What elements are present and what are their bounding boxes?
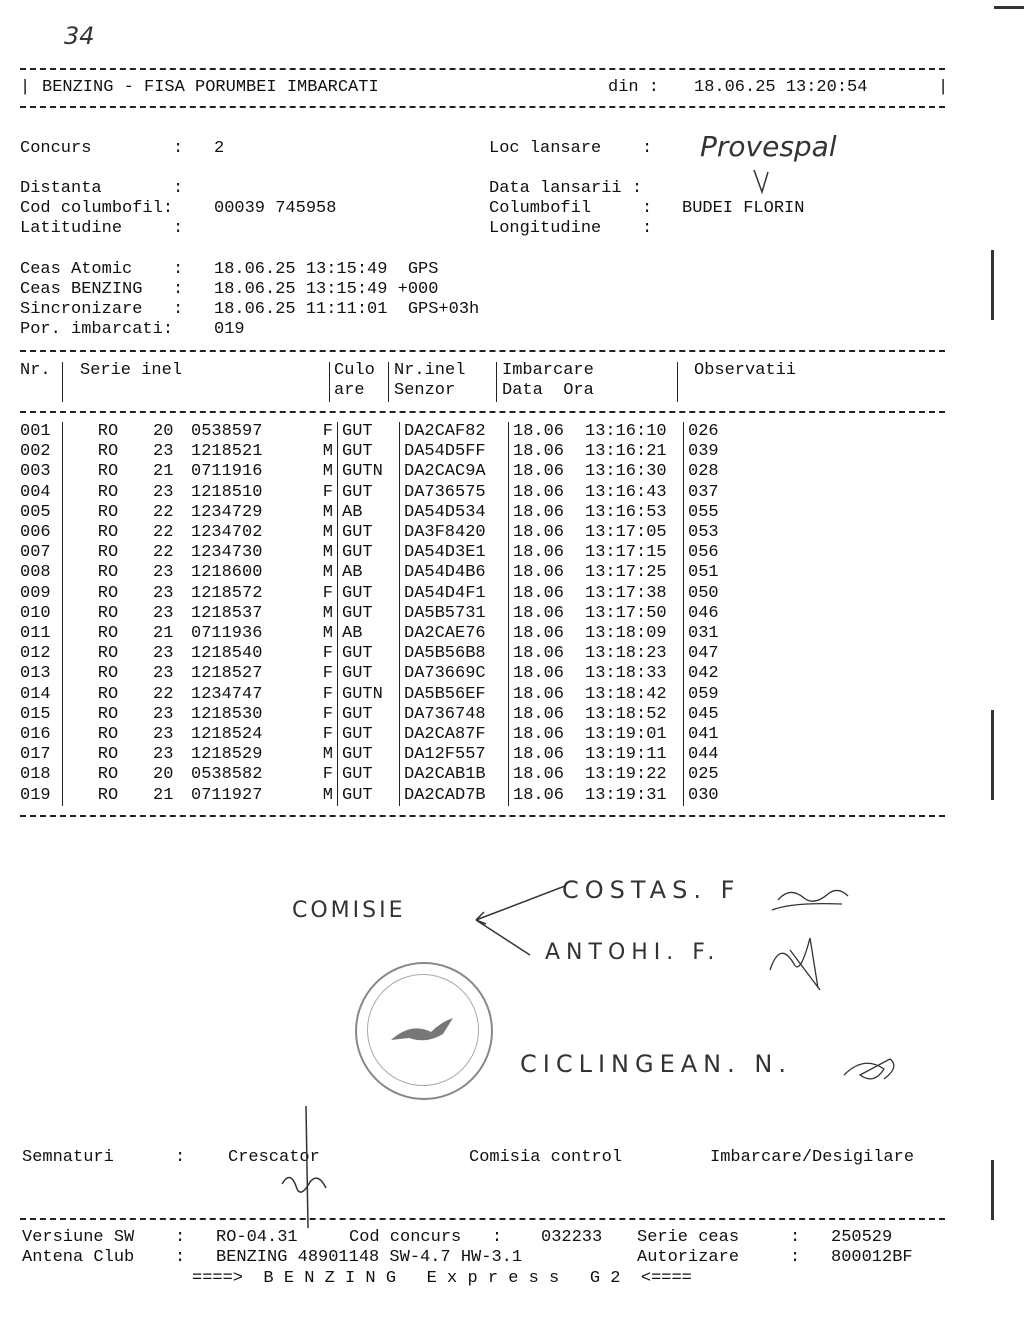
row-country: RO [63, 563, 154, 583]
row-sex: M [322, 624, 333, 644]
sincronizare-value: 18.06.25 11:11:01 GPS+03h [214, 300, 480, 319]
table-row [20, 644, 748, 664]
row-nr: 004 [20, 482, 51, 502]
row-country: RO [63, 422, 154, 442]
table-row [20, 563, 748, 583]
row-ring-number: 1234747 [191, 684, 263, 704]
semnaturi-label: Semnaturi : [22, 1148, 186, 1167]
row-sex: F [322, 765, 333, 785]
versiune-label: Versiune SW : [22, 1228, 186, 1247]
row-time: 13:17:05 [585, 523, 667, 543]
signature-scribbles [760, 880, 920, 1110]
serie-ceas-label: Serie ceas : [637, 1228, 801, 1247]
row-observatii: 044 [684, 745, 749, 765]
row-date: 18.06 [509, 705, 586, 725]
handwritten-member-1: COSTAS. F [562, 876, 741, 904]
col-header-inel-2: Senzor [394, 381, 456, 400]
row-country: RO [63, 462, 154, 482]
row-observatii: 037 [684, 483, 749, 503]
row-color: GUT [338, 745, 400, 765]
row-observatii: 051 [684, 563, 749, 583]
row-color: AB [338, 503, 400, 523]
row-nr: 002 [20, 442, 51, 462]
row-sex: M [322, 462, 333, 482]
row-country: RO [63, 483, 154, 503]
row-sex: M [322, 442, 333, 462]
table-row [20, 442, 748, 462]
row-chip: DA5B56B8 [400, 644, 509, 664]
ceas-benzing-label: Ceas BENZING : [20, 280, 184, 299]
row-nr: 009 [20, 583, 51, 603]
row-year: 23 [153, 583, 174, 603]
table-row [20, 705, 748, 725]
row-year: 23 [153, 745, 174, 765]
row-nr: 008 [20, 563, 51, 583]
row-sex: M [322, 603, 333, 623]
row-sex: F [322, 644, 333, 664]
row-sex: F [322, 664, 333, 684]
row-color: GUT [338, 765, 400, 785]
footer-divider [20, 1218, 945, 1220]
row-time: 13:18:23 [585, 644, 667, 664]
row-time: 13:16:30 [585, 462, 667, 482]
table-row [20, 584, 748, 604]
antena-label: Antena Club : [22, 1248, 186, 1267]
row-chip: DA54D5FF [400, 442, 509, 462]
latitudine-label: Latitudine : [20, 219, 184, 238]
ceas-atomic-value: 18.06.25 13:15:49 GPS [214, 260, 439, 279]
row-sex: M [322, 563, 333, 583]
row-chip: DA5B56EF [400, 685, 509, 705]
row-country: RO [63, 685, 154, 705]
row-year: 22 [153, 523, 174, 543]
row-time: 13:16:43 [585, 482, 667, 502]
row-date: 18.06 [509, 584, 586, 604]
row-date: 18.06 [509, 685, 586, 705]
row-observatii: 053 [684, 523, 749, 543]
header-bottom-divider [20, 106, 945, 108]
header-sep-1 [62, 362, 63, 402]
row-nr: 003 [20, 462, 51, 482]
row-observatii: 030 [684, 786, 749, 806]
table-row [20, 462, 748, 482]
row-time: 13:17:15 [585, 543, 667, 563]
row-chip: DA736575 [400, 483, 509, 503]
row-sex: M [322, 523, 333, 543]
row-time: 13:19:22 [585, 765, 667, 785]
antena-value: BENZING 48901148 SW-4.7 HW-3.1 [216, 1248, 523, 1267]
row-color: GUT [338, 483, 400, 503]
row-ring-number: 1218537 [191, 603, 263, 623]
row-year: 23 [153, 563, 174, 583]
cod-columbofil-value: 00039 745958 [214, 199, 337, 218]
row-color: GUT [338, 786, 400, 806]
row-year: 23 [153, 482, 174, 502]
row-observatii: 041 [684, 725, 749, 745]
row-year: 21 [153, 785, 174, 805]
scan-mark-1 [991, 250, 994, 320]
header-sep-4 [496, 362, 497, 402]
row-date: 18.06 [509, 462, 586, 482]
row-chip: DA2CAD7B [400, 786, 509, 806]
autorizare-value: 800012BF [831, 1248, 913, 1267]
row-color: GUT [338, 644, 400, 664]
row-nr: 017 [20, 745, 51, 765]
row-chip: DA2CA87F [400, 725, 509, 745]
row-country: RO [63, 725, 154, 745]
row-year: 20 [153, 765, 174, 785]
row-nr: 005 [20, 502, 51, 522]
header-din-label: din : [608, 78, 660, 97]
row-ring-number: 1234730 [191, 543, 263, 563]
row-chip: DA2CAF82 [400, 422, 509, 442]
row-year: 21 [153, 624, 174, 644]
row-nr: 015 [20, 704, 51, 724]
serie-ceas-value: 250529 [831, 1228, 893, 1247]
row-time: 13:19:11 [585, 745, 667, 765]
row-date: 18.06 [509, 422, 586, 442]
handwritten-comisie: COMISIE [292, 898, 406, 923]
page-title: BENZING - FISA PORUMBEI IMBARCATI [42, 78, 379, 97]
row-color: GUT [338, 584, 400, 604]
row-year: 20 [153, 422, 174, 441]
row-observatii: 045 [684, 705, 749, 725]
signature-imbarcare: Imbarcare/Desigilare [710, 1148, 915, 1167]
row-time: 13:16:21 [585, 442, 667, 462]
table-header-divider [20, 411, 945, 413]
col-header-imbarcare-1: Imbarcare [502, 361, 594, 380]
concurs-label: Concurs : [20, 139, 184, 158]
row-ring-number: 1218572 [191, 583, 263, 603]
row-sex: M [322, 785, 333, 805]
row-chip: DA54D3E1 [400, 543, 509, 563]
sincronizare-label: Sincronizare : [20, 300, 184, 319]
row-color: GUTN [338, 462, 400, 482]
header-right-bar: | [938, 78, 949, 97]
row-date: 18.06 [509, 725, 586, 745]
row-time: 13:18:33 [585, 664, 667, 684]
row-date: 18.06 [509, 624, 586, 644]
table-row [20, 483, 748, 503]
col-header-observatii: Observatii [694, 361, 797, 380]
row-ring-number: 0711927 [191, 785, 263, 805]
col-header-nr: Nr. [20, 361, 51, 380]
scan-mark-2 [991, 710, 994, 800]
signature-comisia-control: Comisia control [469, 1148, 623, 1167]
row-nr: 019 [20, 785, 51, 805]
header-left-bar: | [20, 78, 31, 97]
row-color: GUT [338, 543, 400, 563]
row-nr: 012 [20, 644, 51, 664]
row-chip: DA2CAC9A [400, 462, 509, 482]
row-time: 13:19:01 [585, 725, 667, 745]
row-ring-number: 1218510 [191, 482, 263, 502]
row-observatii: 059 [684, 685, 749, 705]
row-year: 23 [153, 442, 174, 462]
row-date: 18.06 [509, 664, 586, 684]
table-row [20, 725, 748, 745]
scan-mark-3 [991, 1160, 994, 1220]
row-country: RO [63, 442, 154, 462]
row-country: RO [63, 543, 154, 563]
row-chip: DA54D4B6 [400, 563, 509, 583]
row-country: RO [63, 523, 154, 543]
row-country: RO [63, 624, 154, 644]
row-observatii: 039 [684, 442, 749, 462]
header-sep-5 [677, 362, 678, 402]
row-nr: 011 [20, 624, 51, 644]
row-country: RO [63, 604, 154, 624]
row-date: 18.06 [509, 442, 586, 462]
row-country: RO [63, 644, 154, 664]
row-year: 22 [153, 543, 174, 563]
row-color: AB [338, 624, 400, 644]
row-sex: F [322, 482, 333, 502]
row-color: GUT [338, 523, 400, 543]
row-ring-number: 1218527 [191, 664, 263, 684]
row-chip: DA12F557 [400, 745, 509, 765]
table-row [20, 664, 748, 684]
row-time: 13:17:38 [585, 583, 667, 603]
row-date: 18.06 [509, 483, 586, 503]
row-chip: DA54D4F1 [400, 584, 509, 604]
row-year: 23 [153, 704, 174, 724]
scan-corner-mark [994, 6, 1024, 9]
row-country: RO [63, 765, 154, 785]
row-ring-number: 0538597 [191, 422, 263, 441]
row-sex: F [322, 684, 333, 704]
col-header-inel-1: Nr.inel [394, 361, 466, 380]
row-country: RO [63, 584, 154, 604]
cod-concurs-label: Cod concurs : [349, 1228, 503, 1247]
row-year: 21 [153, 462, 174, 482]
distanta-label: Distanta : [20, 179, 184, 198]
row-observatii: 025 [684, 765, 749, 785]
row-chip: DA736748 [400, 705, 509, 725]
row-nr: 001 [20, 422, 51, 441]
row-nr: 010 [20, 603, 51, 623]
table-row [20, 765, 748, 785]
row-time: 13:18:52 [585, 704, 667, 724]
row-year: 23 [153, 664, 174, 684]
row-nr: 007 [20, 543, 51, 563]
row-ring-number: 1218530 [191, 704, 263, 724]
row-color: GUT [338, 442, 400, 462]
row-year: 23 [153, 725, 174, 745]
row-date: 18.06 [509, 523, 586, 543]
table-row [20, 786, 748, 806]
pigeon-table [20, 422, 748, 806]
row-ring-number: 0711936 [191, 624, 263, 644]
row-observatii: 046 [684, 604, 749, 624]
table-row [20, 543, 748, 563]
row-sex: M [322, 502, 333, 522]
row-sex: M [322, 543, 333, 563]
row-ring-number: 1218521 [191, 442, 263, 462]
row-observatii: 050 [684, 584, 749, 604]
table-row [20, 604, 748, 624]
row-observatii: 028 [684, 462, 749, 482]
col-header-culoare-1: Culo [334, 361, 375, 380]
row-time: 13:18:09 [585, 624, 667, 644]
row-date: 18.06 [509, 503, 586, 523]
porumbei-imbarcati-value: 019 [214, 320, 245, 339]
table-row [20, 745, 748, 765]
row-time: 13:16:53 [585, 502, 667, 522]
row-time: 13:17:25 [585, 563, 667, 583]
row-date: 18.06 [509, 543, 586, 563]
row-chip: DA2CAE76 [400, 624, 509, 644]
table-bottom-divider [20, 815, 945, 817]
handwritten-member-3: CICLINGEAN. N. [520, 1050, 792, 1078]
row-country: RO [63, 664, 154, 684]
row-color: GUT [338, 664, 400, 684]
row-year: 23 [153, 644, 174, 664]
porumbei-imbarcati-label: Por. imbarcati: [20, 320, 174, 339]
col-header-culoare-2: are [334, 381, 365, 400]
benzing-banner: ====> B E N Z I N G E x p r e s s G 2 <==== [192, 1269, 692, 1288]
row-color: GUT [338, 604, 400, 624]
row-sex: F [322, 583, 333, 603]
row-chip: DA54D534 [400, 503, 509, 523]
row-color: GUT [338, 422, 400, 442]
row-sex: F [322, 704, 333, 724]
row-chip: DA3F8420 [400, 523, 509, 543]
row-time: 13:18:42 [585, 684, 667, 704]
row-date: 18.06 [509, 604, 586, 624]
row-date: 18.06 [509, 745, 586, 765]
col-header-serie: Serie inel [80, 361, 183, 380]
row-nr: 013 [20, 664, 51, 684]
row-observatii: 047 [684, 644, 749, 664]
cod-concurs-value: 032233 [541, 1228, 603, 1247]
signature-crescator: Crescator [228, 1148, 320, 1167]
row-sex: F [322, 725, 333, 745]
cod-columbofil-label: Cod columbofil: [20, 199, 174, 218]
row-chip: DA5B5731 [400, 604, 509, 624]
row-country: RO [63, 503, 154, 523]
header-sep-3 [388, 362, 389, 402]
row-ring-number: 1218600 [191, 563, 263, 583]
row-sex: F [322, 422, 333, 441]
table-row [20, 624, 748, 644]
row-date: 18.06 [509, 563, 586, 583]
table-row [20, 523, 748, 543]
row-color: AB [338, 563, 400, 583]
row-date: 18.06 [509, 644, 586, 664]
row-year: 23 [153, 603, 174, 623]
handwritten-page-number: 34 [64, 22, 95, 50]
row-time: 13:16:10 [585, 422, 667, 441]
row-date: 18.06 [509, 786, 586, 806]
header-top-divider [20, 68, 945, 70]
loc-lansare-pen-stroke [752, 168, 772, 196]
row-color: GUT [338, 725, 400, 745]
row-observatii: 031 [684, 624, 749, 644]
columbofil-label: Columbofil : [489, 199, 653, 218]
row-nr: 016 [20, 725, 51, 745]
table-row [20, 422, 748, 442]
header-sep-2 [329, 362, 330, 402]
club-stamp [355, 962, 493, 1100]
row-color: GUT [338, 705, 400, 725]
row-ring-number: 1234729 [191, 502, 263, 522]
row-color: GUTN [338, 685, 400, 705]
row-ring-number: 1234702 [191, 523, 263, 543]
row-year: 22 [153, 502, 174, 522]
row-ring-number: 1218540 [191, 644, 263, 664]
autorizare-label: Autorizare : [637, 1248, 801, 1267]
row-chip: DA73669C [400, 664, 509, 684]
row-observatii: 042 [684, 664, 749, 684]
handwritten-member-2: ANTOHI. F. [545, 940, 721, 965]
row-time: 13:17:50 [585, 603, 667, 623]
row-observatii: 026 [684, 422, 749, 442]
row-country: RO [63, 786, 154, 806]
table-row [20, 685, 748, 705]
row-year: 22 [153, 684, 174, 704]
concurs-value: 2 [214, 139, 225, 158]
row-ring-number: 1218524 [191, 725, 263, 745]
table-top-divider [20, 350, 945, 352]
ceas-atomic-label: Ceas Atomic : [20, 260, 184, 279]
longitudine-label: Longitudine : [489, 219, 653, 238]
columbofil-value: BUDEI FLORIN [682, 199, 805, 218]
col-header-imbarcare-2: Data Ora [502, 381, 594, 400]
row-nr: 018 [20, 765, 51, 785]
row-time: 13:19:31 [585, 785, 667, 805]
header-din-value: 18.06.25 13:20:54 [694, 78, 868, 97]
data-lansarii-label: Data lansarii : [489, 179, 643, 198]
table-row [20, 503, 748, 523]
row-ring-number: 1218529 [191, 745, 263, 765]
row-ring-number: 0711916 [191, 462, 263, 482]
row-country: RO [63, 705, 154, 725]
row-observatii: 056 [684, 543, 749, 563]
crescator-signature-mark [276, 1104, 336, 1234]
ceas-benzing-value: 18.06.25 13:15:49 +000 [214, 280, 439, 299]
row-date: 18.06 [509, 765, 586, 785]
row-sex: M [322, 745, 333, 765]
row-country: RO [63, 745, 154, 765]
row-nr: 014 [20, 684, 51, 704]
row-ring-number: 0538582 [191, 765, 263, 785]
loc-lansare-label: Loc lansare : [489, 139, 653, 158]
row-chip: DA2CAB1B [400, 765, 509, 785]
versiune-value: RO-04.31 [216, 1228, 298, 1247]
loc-lansare-handwritten: Provespal [700, 130, 837, 163]
row-observatii: 055 [684, 503, 749, 523]
row-nr: 006 [20, 523, 51, 543]
